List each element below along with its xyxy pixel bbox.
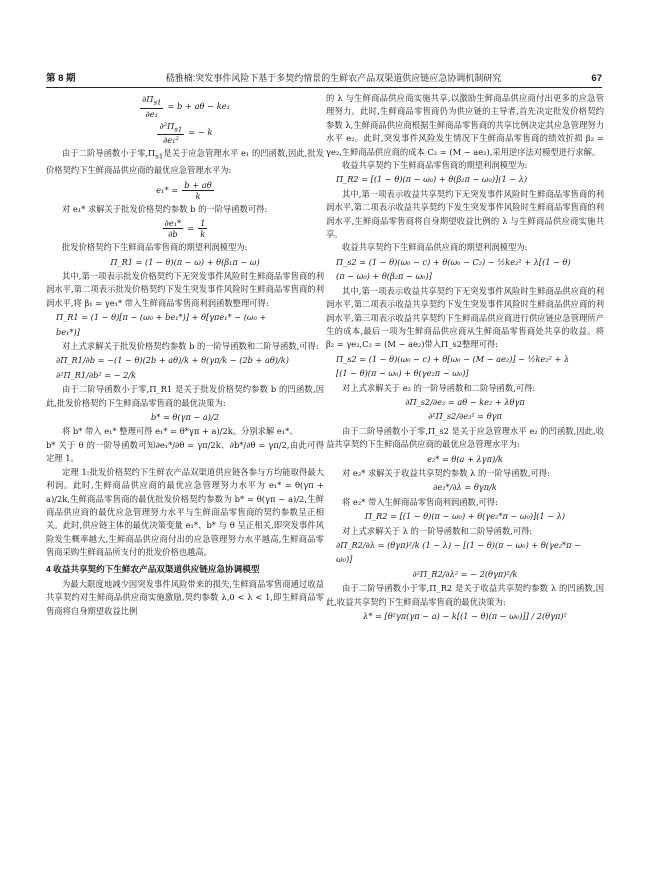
equation: ∂Π_s2/∂e₂ = aθ − ke₂ + λθγπ <box>405 396 525 407</box>
equation: e₂* = θ(a + λγπ)/k <box>427 453 503 464</box>
equation: $\frac{\partial^2\Pi_{s1}}{\text{∂e₁²}}$ = − k <box>159 120 213 146</box>
paragraph: 收益共享契约下生鲜商品供应商的期望利润模型为: <box>342 242 528 253</box>
paragraph: 批发价格契约下生鲜商品零售商的期望利润模型为: <box>62 242 248 253</box>
equation: λ* = [θ²γπ(γπ − a) − k[(1 − θ)(π − ω₀)]] / 2(θγπ)² <box>363 611 567 622</box>
paragraph: 对上式求解关于批发价格契约参数 b 的一阶导函数和二阶导函数,可得: <box>62 341 319 352</box>
equation: b* = θ(γπ − a)/2 <box>151 412 219 423</box>
paragraph: 其中,第一项表示收益共享契约下无突发事件风险时生鲜商品供应商的利润水平,第二项表示收益共享契约下发生突发事件风险时生鲜商品供应商的利润水平,第三项表示收益共享契约下生鲜商品供应商进行供应链应急管理所产生的成本,最后一项为生鲜商品供应商从生鲜商品零售商处共享的收益。将 β₂ = γe₂,C₂ = (M − ae₂)带入Π_s2整理可得: <box>326 285 604 350</box>
equation: Π_s2 = (1 − θ)(ω₀ − c) + θ(ω₀ − C₂) − ½ke₂² + λ[(1 − θ) <box>336 256 571 267</box>
equation: [(1 − θ)(π − ω₀) + θ(γe₂π − ω₀)] <box>336 368 469 379</box>
running-header <box>46 70 602 88</box>
equation: ∂²Π_s2/∂e₂² = θγπ <box>428 411 502 422</box>
equation: ∂Π_R1/∂b = −(1 − θ)(2b + aθ)/k + θ(γπ/k − (2b + aθ)/k) <box>56 355 289 366</box>
paragraph: 对 e₂* 求解关于收益共享契约参数 λ 的一阶导函数,可得: <box>342 467 550 478</box>
equation: be₁*)] <box>56 326 80 337</box>
equation: Π_s2 = (1 − θ)(ω₀ − c) + θ[ω₀ − (M − ae₂)] − ½ke₂² + λ <box>336 353 570 364</box>
equation: $\frac{\partial\Pi_{s1}}{\text{∂e₁}}$ = b + aθ − ke₁ <box>141 94 231 119</box>
paragraph: 其中,第一项表示批发价格契约下无突发事件风险时生鲜商品零售商的利润水平,第二项表示批发价格契约下发生突发事件风险时生鲜商品零售商的利润水平,将 β₁ = γe₁* 带入生鲜商品零售商利润函数整理可得: <box>46 271 324 308</box>
left-column <box>46 92 324 852</box>
running-title: 嵇雅楠:突发事件风险下基于多契约情景的生鲜农产品双渠道供应链应急协调机制研究 <box>165 73 502 83</box>
issue-number: 第 8 期 <box>46 73 76 84</box>
paragraph: 将 e₂* 带入生鲜商品零售商利润函数,可得: <box>342 496 498 507</box>
theorem-1: 定理 1:批发价格契约下生鲜农产品双渠道供应链各参与方均能取得最大利润。此时,生鲜商品供应商的最优应急管理努力水平为 e₁* = θ(γπ + a)/2k,生鲜商品零售商的最优批发价格契约参数为 b* = θ(γπ − a)/2,生鲜商品供应商的最优应急管理努力水平与生鲜商品零售商的契约参数呈正相关。此时,供应链主体的最优决策变量 e₁*、b* 与 θ 呈正相关,即突发事件风险发生概率越大,生鲜商品供应商付出的应急管理努力水平越高,生鲜商品零售商采购生鲜商品所支付的批发价格也越高。 <box>46 466 324 558</box>
equation: Π_R2 = [(1 − θ)(π − ω₀) + θ(β₂π − ω₀)](1 − λ) <box>336 174 528 185</box>
equation: ∂²Π_R1/∂b² = − 2/k <box>56 369 137 380</box>
paragraph: 由于二阶导函数小于零,Π_R2 是关于收益共享契约参数 λ 的凹函数,因此,收益共享契约下生鲜商品零售商的最优决策为: <box>326 583 604 607</box>
equation: Π_R2 = [(1 − θ)(π − ω₀) + θ(γe₂*π − ω₀)](1 − λ) <box>364 511 566 522</box>
section-heading: 4 收益共享契约下生鲜农产品双渠道供应链应急协调模型 <box>46 563 260 574</box>
paragraph: 为最大限度地减少因突发事件风险带来的损失,生鲜商品零售商通过收益共享契约对生鲜商品供应商实施激励,契约参数 λ,0 < λ < 1,即生鲜商品零售商将自身期望收益比例 <box>46 578 324 616</box>
paragraph: 对 e₁* 求解关于批发价格契约参数 b 的一阶导函数可得: <box>62 203 268 214</box>
equation: $\frac{\text{∂e₁*}}{\partial b}$ = $\frac{1}{k}$ <box>164 218 206 240</box>
paragraph: b* 关于 θ 的一阶导函数可知∂e₁*/∂θ = γπ/2k、∂b*/∂θ = γπ/2,由此可得定理 1。 <box>46 439 324 464</box>
right-column <box>326 92 604 852</box>
paragraph: 的 λ 与生鲜商品供应商实施共享,以激励生鲜商品供应商付出更多的应急管理努力。此时,生鲜商品零售商仍为供应链的主导者,首先决定批发价格契约参数 λ,生鲜商品供应商根据生鲜商品零售商的共享比例决定其应急管理努力水平 e₂。此时,突发事件风险发生情况下生鲜商品零售商的绩效折损 β₂ = γe₂,生鲜商品供应商的成本 C₂ = (M − ae₂),采用逆序法对模型进行求解。 <box>326 93 604 157</box>
equation: Π_R1 = (1 − θ)(π − ω) + θ(β₁π − ω) <box>110 256 260 267</box>
paragraph: 收益共享契约下生鲜商品零售商的期望利润模型为: <box>342 160 528 171</box>
paragraph: 由于二阶导函数小于零,Π_R1 是关于批发价格契约参数 b 的凹函数,因此,批发价格契约下生鲜商品零售商的最优决策为: <box>46 384 324 408</box>
paragraph: 由于二阶导函数小于零$,\Pi_{s1}$是关于应急管理水平 e₁ 的凹函数,因此,批发价格契约下生鲜商品供应商的最优应急管理水平为: <box>46 148 324 176</box>
equation: ∂²Π_R2/∂λ² = − 2(θγπ)²/k <box>412 568 518 579</box>
equation: ∂Π_R2/∂λ = (θγπ)²/k (1 − λ) − [(1 − θ)(π − ω₀) + θ(γe₂*π − <box>336 540 581 550</box>
equation: Π_R1 = (1 − θ)[π − (ω₀ + be₁*)] + θ[γπe₁* − (ω₀ + <box>56 312 267 323</box>
paragraph: 对上式求解关于 λ 的一阶导函数和二阶导函数,可得: <box>342 525 533 536</box>
equation: ω₀)] <box>336 554 353 565</box>
paragraph: 对上式求解关于 e₂ 的一阶导函数和二阶导函数,可得: <box>342 382 536 393</box>
paragraph: 由于二阶导函数小于零,Π_s2 是关于应急管理水平 e₂ 的凹函数,因此,收益共享契约下生鲜商品供应商的最优应急管理水平为: <box>326 425 604 450</box>
equation: e₁* = $\frac{b + a\theta}{k}$ <box>156 179 212 201</box>
paragraph: 其中,第一项表示收益共享契约下无突发事件风险时生鲜商品零售商的利润水平,第二项表示收益共享契约下发生突发事件风险时生鲜商品零售商的利润水平,生鲜商品零售商将自身期望收益比例的 λ 与生鲜商品供应商实施共享。 <box>326 188 604 240</box>
equation: (π − ω₀) + θ(β₂π − ω₀)] <box>336 271 432 282</box>
equation: ∂e₂*/∂λ = θγπ/k <box>433 482 497 493</box>
paragraph: 将 b* 带入 e₁* 整理可得 e₁* = θ*γπ + a)/2k。分别求解 e₁*、 <box>62 426 298 437</box>
page-number: 67 <box>591 73 602 84</box>
